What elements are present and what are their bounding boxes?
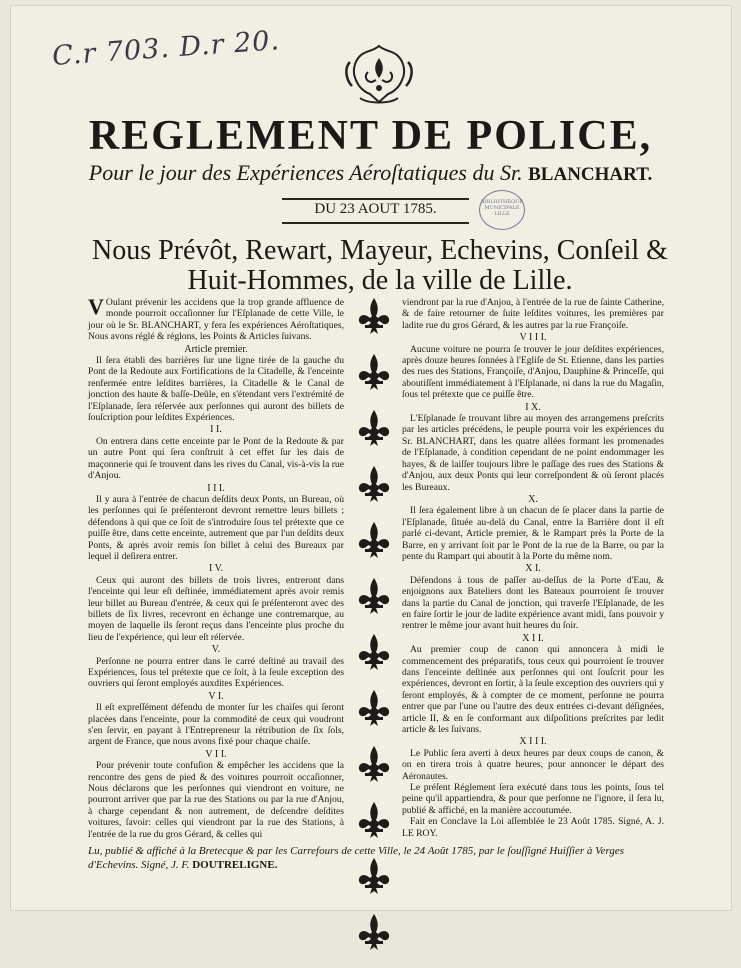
article-number: X I. <box>525 563 541 575</box>
handwritten-call-number: C.r 703. D.r 20. <box>51 25 281 72</box>
article-paragraph: On entrera dans cette enceinte par le Pont de la Redoute & par un autre Pont qui ſera conſtruit à cet effet ſur les dais de maçonnerie qui ſe trouvent dans les rives du Canal, vis-à-vis la rue d'Anjou. <box>88 435 344 482</box>
article-number: V I I I. <box>519 332 547 344</box>
article-paragraph: viendront par la rue d'Anjou, à l'entrée de la rue de ſainte Catherine, & de faire retourner de ſuite leſdites voitures, les premières par ladite rue du gros Gérard, & les autres par la rue Françoiſe. <box>402 297 664 331</box>
subtitle-name: BLANCHART. <box>528 164 653 185</box>
poster-date: DU 23 AOUT 1785. <box>314 201 437 217</box>
article-paragraph: Au premier coup de canon qui annoncera à midi le commencement des préparatifs, tous ceux qui pourroient ſe trouver dans l'enceinte deſtinée aux perſonnes qui ont ſouſcrit pour les expériences, devront en ſortir, à la ſeule exception des ouvriers qui y ſeront employés, & à compter de ce moment, perſonne ne pourra entrer que par l'une ou l'autre des deux entrées ci-devant déſignées, article II, & en ſe conformant aux diſpoſitions preſcrites par ledit article & les ſuivans. <box>402 644 665 736</box>
article-paragraph: Il ſera également libre à un chacun de ſe placer dans la partie de l'Eſplanade, ſituée au-delà du Canal, entre la Barrière dont il eſt parlé ci-devant, Article premier, & le Rampart près la Porte de la Barre, en y arrivant ſoit par le Pont de la rue de la Barre, ou par la pente du Rampart qui aboutit à la Porte du même nom. <box>402 505 664 562</box>
drop-cap: V <box>88 294 104 319</box>
fleur-de-lis-icon <box>356 576 394 620</box>
footer-signature: DOUTRELIGNE. <box>192 859 278 871</box>
article-paragraph: Aucune voiture ne pourra ſe trouver le jour deſdites expériences, après douze heures ſonnées à l'Egliſe de St. Etienne, dans les parties des rues des Stations, Françoiſe, d'Anjou, Dauphine & Princeſſe, qui aboutiſſent immédiatement à l'Eſplanade, ni dans la rue du Magaſin, ſous tel prétexte que ce puiſſe être. <box>402 343 664 401</box>
article-number: I V. <box>208 563 224 575</box>
article-number: X. <box>528 493 538 505</box>
fleur-de-lis-icon <box>356 912 394 956</box>
city-crest-emblem <box>342 42 416 110</box>
subtitle-prefix: Pour le jour des Expériences Aéroſtatiques du Sr. <box>88 160 523 185</box>
article-number: X I I. <box>522 632 544 644</box>
fleur-de-lis-icon <box>356 744 394 788</box>
fleur-de-lis-icon <box>356 688 394 732</box>
article-paragraph: Perſonne ne pourra entrer dans le carré deſtiné au travail des Expériences, ſous tel prétexte que ce ſoit, à la ſeule exception des ouvriers qui ſeront employés auxdites Expériences. <box>88 655 344 690</box>
intro-paragraph: V Oulant prévenir les accidens que la trop grande affluence de monde pourroit occaſionner ſur l'Eſplanade de cette Ville, le jour où le Sr. BLANCHART, y fera ſes expériences Aéroſtatiques, Nous avons réglé & réglons, les Points & Articles ſuivans. <box>88 294 344 343</box>
fleur-de-lis-icon <box>356 800 394 844</box>
article-number: I X. <box>525 401 541 413</box>
fleur-de-lis-icon <box>356 408 394 452</box>
article-number: I I. <box>210 424 222 436</box>
article-paragraph: Le Public ſera averti à deux heures par deux coups de canon, & on en tirera trois à quatre heures, pour annoncer le départ des Aéronautes. <box>402 747 664 782</box>
article-number: V I. <box>208 690 224 702</box>
library-stamp: BIBLIOTHÈQUE MUNICIPALE LILLE <box>479 190 525 230</box>
article-number: X I I I. <box>519 736 547 748</box>
fleur-de-lis-icon <box>356 632 394 676</box>
left-text-column <box>88 294 344 840</box>
article-number: Article premier. <box>184 343 248 355</box>
issuing-authority-heading: Nous Prévôt, Rewart, Mayeur, Echevins, Conſeil & Huit-Hommes, de la ville de Lille. <box>92 235 668 296</box>
article-paragraph: Il eſt expreſſément défendu de monter ſur les chaiſes qui ſeront placées dans l'enceinte, pour la commodité de ceux qui voudront s'en ſervir, en payant à l'Entrepreneur la rétribution de ſix ſols, argent de France, que nous avons fixé pour chaque chaiſe. <box>88 702 344 748</box>
article-number: I I I. <box>207 482 225 494</box>
article-paragraph: Ceux qui auront des billets de trois livres, entreront dans l'enceinte qui leur eſt deſtinée, immédiatement après avoir remis leur billet au Bureau d'entrée, & ceux qui ſe préſenteront avec des billets de ſix livres, recevront en échange une contremarque, au moyen de laquelle ils ſeront reçus dans l'enceinte plus proche du lieu de l'expérience, qui leur eſt réſervée. <box>88 574 344 643</box>
article-paragraph: L'Eſplanade ſe trouvant libre au moyen des arrangemens preſcrits par les articles précédens, le peuple pourra voir les expériences du Sr. BLANCHART, dans les quatre allées formant les promenades de l'Eſplanade, à condition cependant de ne point endommager les hayes, & de laiſſer toujours libre le paſſage des rues des Stations & d'Anjou, aux deux Ponts qui leur correſpondent & où ſeront placés les Bureaux. <box>402 413 664 493</box>
article-paragraph: Fait en Conclave la Loi aſſemblée le 23 Août 1785. Signé, A. J. LE ROY. <box>402 816 664 839</box>
article-paragraph: Le préſent Réglement ſera exécuté dans tous les points, ſous tel peine qu'il appartiendra, & pour que perſonne ne l'ignore, il ſera lu, publié & affiché, en la manière accoutumée. <box>402 782 664 816</box>
article-paragraph: Pour prévenir toute confuſion & empêcher les accidens que la rencontre des gens de pied & des voitures pourroit occaſionner, Nous déclarons que les perſonnes qui viendront en voiture, ne pourront arriver que par la rue des Stations ou par la rue d'Anjou, à charge cependant & non autrement, de deſcendre deſdites voitures, ſavoir: celles qui viendront par la rue des Stations, à l'entrée de la rue du gros Gérard, & celles qui <box>88 760 344 840</box>
poster-title: REGLEMENT DE POLICE, <box>88 113 653 159</box>
article-number: V. <box>211 644 221 656</box>
article-paragraph: Il y aura à l'entrée de chacun deſdits deux Ponts, un Bureau, où les perſonnes qui ſe préſenteront devront remettre leurs billets ; défendons à qui que ce ſoit de s'introduire ſous tel prétexte que ce puiſſe être, dans cette enceinte, autrement que par l'un deſdits deux Ponts, & après avoir remis ſon billet à celui des Bureaux par lequel il deſirera entrer. <box>88 493 344 562</box>
fleur-de-lis-icon <box>356 520 394 564</box>
fleur-de-lis-icon <box>356 464 394 508</box>
article-paragraph: Il ſera établi des barrières ſur une ligne tirée de la gauche du Pont de la Redoute aux Fortifications de la Citadelle, & l'enceinte renfermée entre leſdites barrières, la Citadelle & le Canal de jonction des haute & baſſe-Deûle, en s'étendant vers l'extrémité de l'Eſplanade, ſera réſervée aux perſonnes qui auront des billets de ſouſcription pour leſdites Expériences. <box>88 355 344 424</box>
fleur-de-lis-icon <box>356 296 394 340</box>
article-paragraph: Défendons à tous de paſſer au-deſſus de la Porte d'Eau, & enjoignons aux Bateliers dont les Bateaux pourroient ſe trouver dans la partie du Canal de jonction, qui traverſe l'Eſplanade, de les en faire ſortir le jour de ladite expérience avant midi, ſans pouvoir y rentrer le même jour avant huit heures du ſoir. <box>402 574 664 632</box>
fleur-de-lis-icon <box>356 352 394 396</box>
right-text-column <box>402 297 664 839</box>
publication-footer <box>88 844 668 872</box>
footer-text: Lu, publié & affiché à la Bretecque & par les Carrefours de cette Ville, le 24 Août 1785, par le ſouſſigné Huiſſier à Verges d'Echevins. Signé, J. F. <box>88 845 625 871</box>
poster-subtitle <box>0 160 741 186</box>
article-number: V I I. <box>205 748 227 760</box>
